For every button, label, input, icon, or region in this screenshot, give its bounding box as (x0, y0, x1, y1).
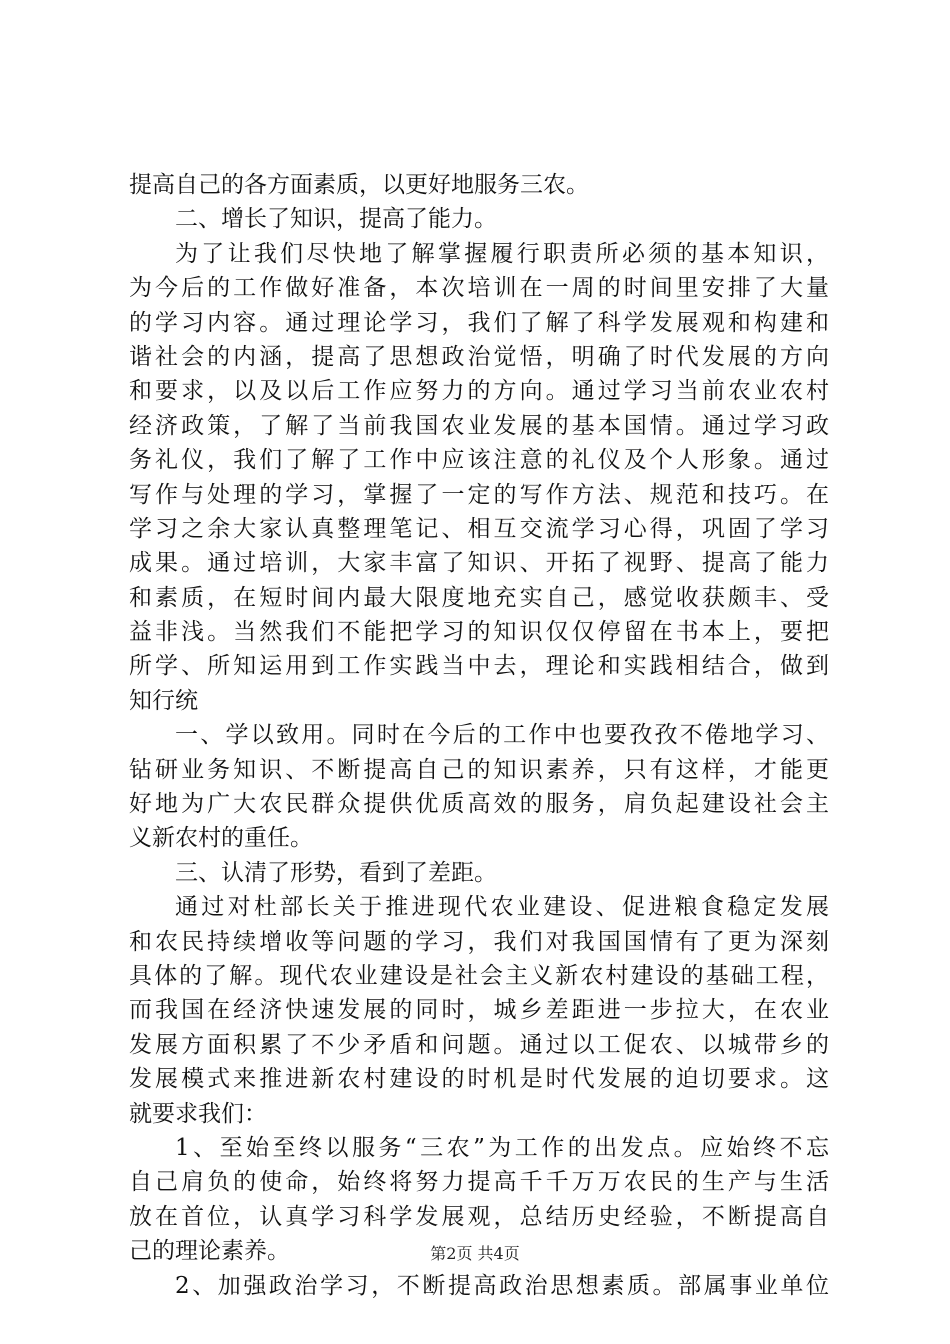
text-line: 好地为广大农民群众提供优质高效的服务，肩负起建设社会主 (129, 791, 829, 818)
text-line: 自己肩负的使命，始终将努力提高千千万万农民的生产与生活 (129, 1169, 829, 1196)
text-line: 写作与处理的学习，掌握了一定的写作方法、规范和技巧。在 (129, 481, 829, 508)
text-line: 为今后的工作做好准备，本次培训在一周的时间里安排了大量 (129, 275, 829, 302)
text-line: 经济政策，了解了当前我国农业发展的基本国情。通过学习政 (129, 412, 829, 439)
text-line: 二、增长了知识，提高了能力。 (175, 206, 497, 233)
text-line: 具体的了解。现代农业建设是社会主义新农村建设的基础工程， (129, 962, 829, 989)
document-body (129, 168, 829, 1303)
text-line: 钻研业务知识、不断提高自己的知识素养，只有这样，才能更 (129, 756, 829, 783)
text-line: 一、学以致用。同时在今后的工作中也要孜孜不倦地学习、 (175, 722, 829, 749)
text-line: 谐社会的内涵，提高了思想政治觉悟，明确了时代发展的方向 (129, 343, 829, 370)
text-line: 发展模式来推进新农村建设的时机是时代发展的迫切要求。这 (129, 1066, 829, 1093)
text-line: 成果。通过培训，大家丰富了知识、开拓了视野、提高了能力 (129, 550, 829, 577)
text-line: 为了让我们尽快地了解掌握履行职责所必须的基本知识， (175, 240, 829, 267)
text-line: 务礼仪，我们了解了工作中应该注意的礼仪及个人形象。通过 (129, 447, 829, 474)
text-line: 提高自己的各方面素质，以更好地服务三农。 (129, 172, 589, 198)
text-line: 就要求我们： (129, 1100, 267, 1127)
text-line: 的学习内容。通过理论学习，我们了解了科学发展观和构建和 (129, 309, 829, 336)
text-line: 1、至始至终以服务“三农”为工作的出发点。应始终不忘 (175, 1134, 829, 1161)
text-line: 己的理论素养。 (129, 1238, 290, 1265)
text-line: 2、加强政治学习，不断提高政治思想素质。部属事业单位 (175, 1272, 829, 1299)
text-line: 和要求，以及以后工作应努力的方向。通过学习当前农业农村 (129, 378, 829, 405)
text-line: 而我国在经济快速发展的同时，城乡差距进一步拉大，在农业 (129, 997, 829, 1024)
text-line: 知行统 (129, 687, 198, 714)
text-line: 通过对杜部长关于推进现代农业建设、促进粮食稳定发展 (175, 894, 829, 921)
text-line: 和农民持续增收等问题的学习，我们对我国国情有了更为深刻 (129, 928, 829, 955)
text-line: 学习之余大家认真整理笔记、相互交流学习心得，巩固了学习 (129, 515, 829, 542)
text-line: 益非浅。当然我们不能把学习的知识仅仅停留在书本上，要把 (129, 619, 829, 646)
text-line: 所学、所知运用到工作实践当中去，理论和实践相结合，做到 (129, 653, 829, 680)
text-line: 三、认清了形势，看到了差距。 (175, 859, 497, 886)
text-line: 和素质，在短时间内最大限度地充实自己，感觉收获颇丰、受 (129, 584, 829, 611)
text-line: 发展方面积累了不少矛盾和问题。通过以工促农、以城带乡的 (129, 1031, 829, 1058)
text-line: 放在首位，认真学习科学发展观，总结历史经验，不断提高自 (129, 1203, 829, 1230)
text-line: 义新农村的重任。 (129, 825, 313, 852)
page-number-footer: 第2页 共4页 (430, 1244, 520, 1263)
